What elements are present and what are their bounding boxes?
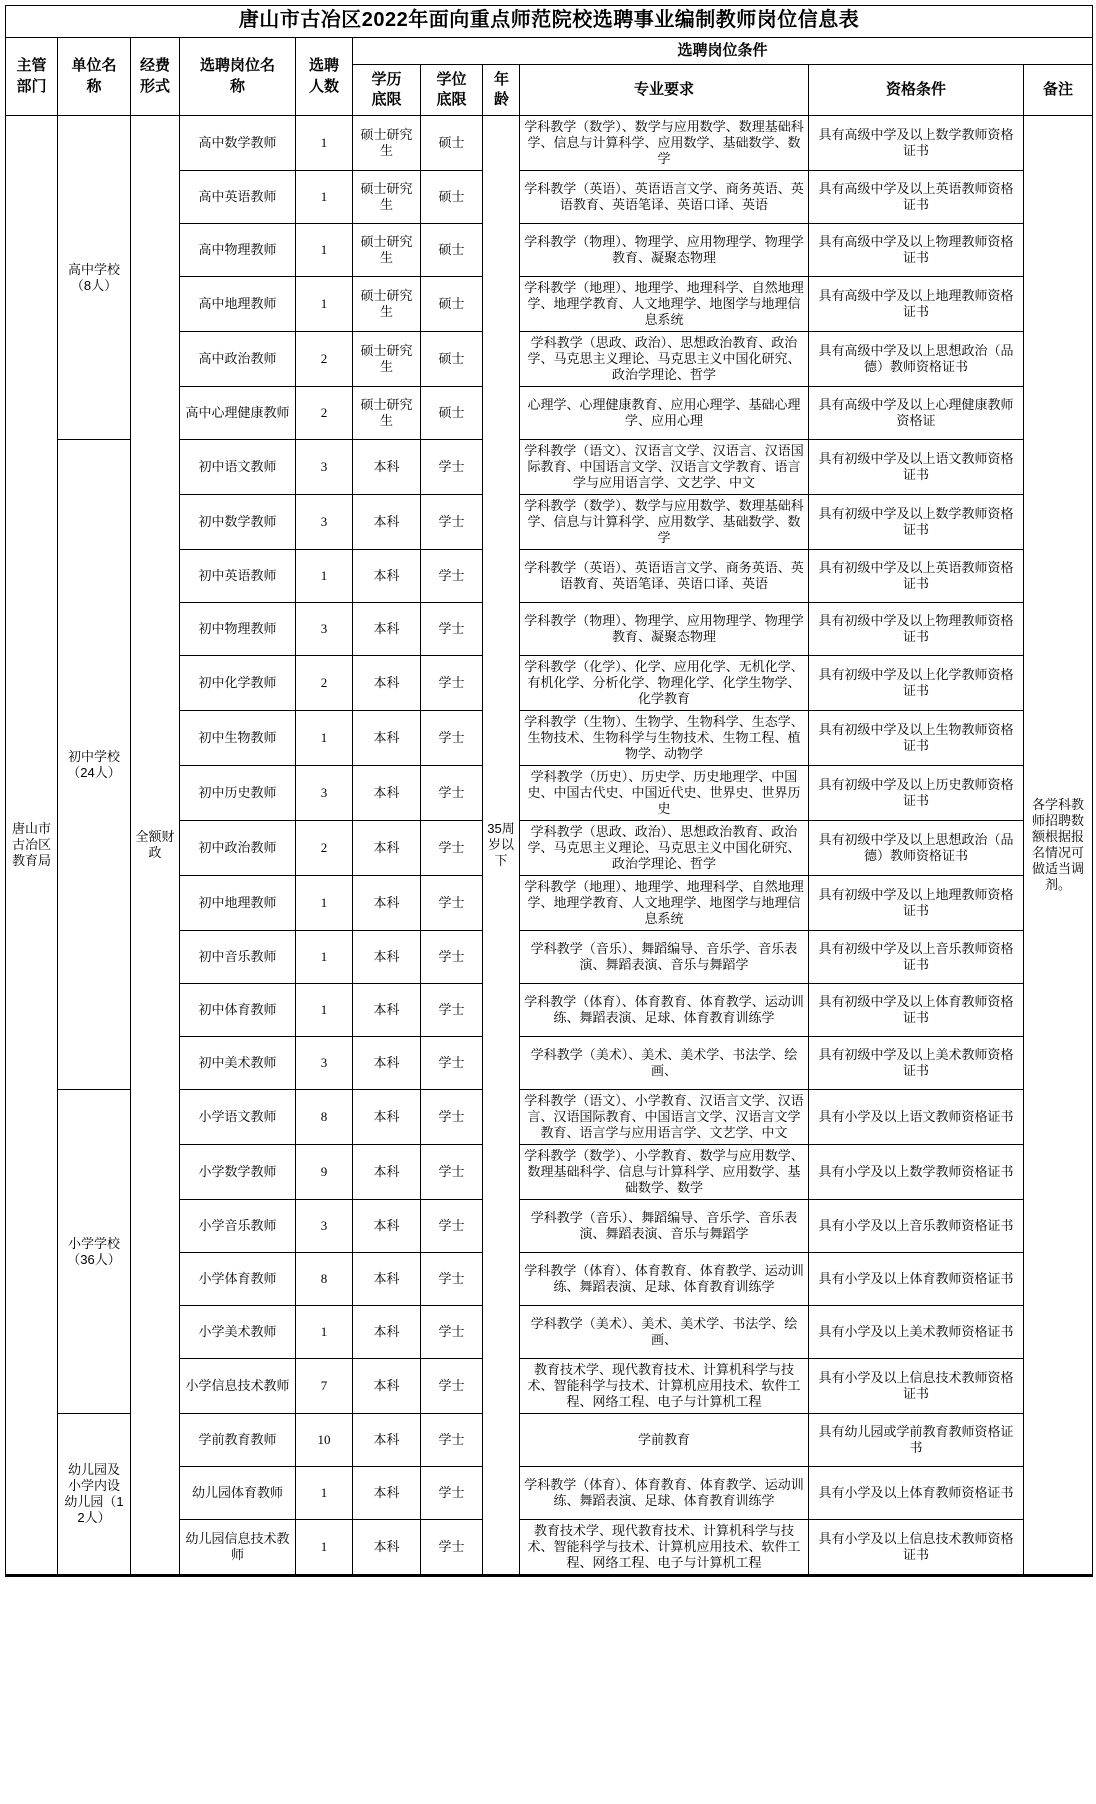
cell-degree: 学士 [421, 1520, 483, 1576]
cell-qualification: 具有高级中学及以上英语教师资格证书 [809, 171, 1024, 224]
cell-degree: 学士 [421, 984, 483, 1037]
cell-qualification: 具有小学及以上信息技术教师资格证书 [809, 1520, 1024, 1576]
cell-qualification: 具有高级中学及以上物理教师资格证书 [809, 224, 1024, 277]
cell-major: 学科教学（音乐）、舞蹈编导、音乐学、音乐表演、舞蹈表演、音乐与舞蹈学 [520, 1200, 809, 1253]
page-title: 唐山市古冶区2022年面向重点师范院校选聘事业编制教师岗位信息表 [6, 6, 1093, 38]
cell-major: 学科教学（美术）、美术、美术学、书法学、绘画、 [520, 1306, 809, 1359]
cell-education: 本科 [353, 766, 421, 821]
cell-qualification: 具有高级中学及以上心理健康教师资格证 [809, 387, 1024, 440]
cell-major: 学科教学（物理）、物理学、应用物理学、物理学教育、凝聚态物理 [520, 603, 809, 656]
cell-count: 1 [296, 277, 353, 332]
cell-count: 7 [296, 1359, 353, 1414]
table-row [6, 116, 1093, 171]
cell-education: 本科 [353, 711, 421, 766]
cell-degree: 学士 [421, 550, 483, 603]
cell-post-name: 学前教育教师 [180, 1414, 296, 1467]
cell-education: 本科 [353, 821, 421, 876]
header-education: 学历底限 [353, 65, 421, 116]
cell-major: 学科教学（思政、政治）、思想政治教育、政治学、马克思主义理论、马克思主义中国化研究、政治学理论、哲学 [520, 332, 809, 387]
cell-funding: 全额财政 [131, 116, 180, 1576]
cell-post-name: 小学美术教师 [180, 1306, 296, 1359]
cell-degree: 学士 [421, 1414, 483, 1467]
header-qualification: 资格条件 [809, 65, 1024, 116]
cell-education: 硕士研究生 [353, 116, 421, 171]
header-count: 选聘人数 [296, 38, 353, 116]
cell-age: 35周岁以下 [483, 116, 520, 1576]
cell-major: 学科教学（地理）、地理学、地理科学、自然地理学、地理学教育、人文地理学、地图学与地理信息系统 [520, 876, 809, 931]
cell-unit-name: 高中学校（8人） [58, 116, 131, 440]
cell-qualification: 具有初级中学及以上数学教师资格证书 [809, 495, 1024, 550]
cell-post-name: 高中政治教师 [180, 332, 296, 387]
cell-degree: 学士 [421, 656, 483, 711]
cell-count: 1 [296, 1520, 353, 1576]
cell-education: 本科 [353, 984, 421, 1037]
cell-major: 学科教学（体育）、体育教育、体育教学、运动训练、舞蹈表演、足球、体育教育训练学 [520, 1467, 809, 1520]
cell-education: 硕士研究生 [353, 224, 421, 277]
cell-post-name: 初中化学教师 [180, 656, 296, 711]
cell-qualification: 具有初级中学及以上英语教师资格证书 [809, 550, 1024, 603]
cell-degree: 学士 [421, 495, 483, 550]
cell-degree: 学士 [421, 1200, 483, 1253]
header-remark: 备注 [1024, 65, 1093, 116]
cell-qualification: 具有初级中学及以上思想政治（品德）教师资格证书 [809, 821, 1024, 876]
cell-major: 学科教学（数学）、数学与应用数学、数理基础科学、信息与计算科学、应用数学、基础数学、数学 [520, 495, 809, 550]
cell-major: 学科教学（美术）、美术、美术学、书法学、绘画、 [520, 1037, 809, 1090]
cell-major: 学科教学（化学）、化学、应用化学、无机化学、有机化学、分析化学、物理化学、化学生物学、化学教育 [520, 656, 809, 711]
cell-education: 本科 [353, 550, 421, 603]
cell-count: 1 [296, 711, 353, 766]
cell-count: 1 [296, 116, 353, 171]
cell-count: 1 [296, 876, 353, 931]
cell-qualification: 具有幼儿园或学前教育教师资格证书 [809, 1414, 1024, 1467]
cell-education: 硕士研究生 [353, 332, 421, 387]
cell-qualification: 具有初级中学及以上体育教师资格证书 [809, 984, 1024, 1037]
cell-qualification: 具有高级中学及以上思想政治（品德）教师资格证书 [809, 332, 1024, 387]
cell-count: 8 [296, 1090, 353, 1145]
cell-major: 心理学、心理健康教育、应用心理学、基础心理学、应用心理 [520, 387, 809, 440]
cell-education: 硕士研究生 [353, 171, 421, 224]
cell-post-name: 高中心理健康教师 [180, 387, 296, 440]
cell-major: 学科教学（数学）、数学与应用数学、数理基础科学、信息与计算科学、应用数学、基础数学、数学 [520, 116, 809, 171]
cell-degree: 学士 [421, 1306, 483, 1359]
cell-unit-name: 小学学校（36人） [58, 1090, 131, 1414]
cell-qualification: 具有初级中学及以上生物教师资格证书 [809, 711, 1024, 766]
cell-degree: 学士 [421, 603, 483, 656]
cell-degree: 硕士 [421, 277, 483, 332]
cell-qualification: 具有高级中学及以上地理教师资格证书 [809, 277, 1024, 332]
header-funding: 经费形式 [131, 38, 180, 116]
cell-education: 本科 [353, 1037, 421, 1090]
cell-post-name: 初中英语教师 [180, 550, 296, 603]
cell-major: 学科教学（体育）、体育教育、体育教学、运动训练、舞蹈表演、足球、体育教育训练学 [520, 1253, 809, 1306]
cell-count: 9 [296, 1145, 353, 1200]
cell-qualification: 具有高级中学及以上数学教师资格证书 [809, 116, 1024, 171]
cell-qualification: 具有小学及以上音乐教师资格证书 [809, 1200, 1024, 1253]
cell-degree: 学士 [421, 821, 483, 876]
cell-education: 本科 [353, 1467, 421, 1520]
cell-qualification: 具有小学及以上体育教师资格证书 [809, 1467, 1024, 1520]
cell-qualification: 具有初级中学及以上物理教师资格证书 [809, 603, 1024, 656]
cell-degree: 学士 [421, 440, 483, 495]
cell-count: 3 [296, 1037, 353, 1090]
cell-post-name: 初中体育教师 [180, 984, 296, 1037]
header-supervisor: 主管部门 [6, 38, 58, 116]
cell-count: 1 [296, 1467, 353, 1520]
cell-count: 3 [296, 495, 353, 550]
cell-count: 1 [296, 171, 353, 224]
cell-degree: 学士 [421, 931, 483, 984]
cell-post-name: 小学数学教师 [180, 1145, 296, 1200]
header-degree: 学位底限 [421, 65, 483, 116]
cell-education: 本科 [353, 1253, 421, 1306]
header-conditions: 选聘岗位条件 [353, 38, 1093, 65]
cell-count: 1 [296, 1306, 353, 1359]
cell-count: 2 [296, 821, 353, 876]
cell-remark: 各学科教师招聘数额根据报名情况可做适当调剂。 [1024, 116, 1093, 1576]
header-age: 年龄 [483, 65, 520, 116]
header-major: 专业要求 [520, 65, 809, 116]
cell-post-name: 高中物理教师 [180, 224, 296, 277]
cell-degree: 学士 [421, 766, 483, 821]
cell-post-name: 幼儿园信息技术教师 [180, 1520, 296, 1576]
cell-degree: 学士 [421, 1253, 483, 1306]
cell-degree: 学士 [421, 1359, 483, 1414]
cell-post-name: 高中英语教师 [180, 171, 296, 224]
cell-degree: 学士 [421, 711, 483, 766]
cell-post-name: 小学语文教师 [180, 1090, 296, 1145]
cell-qualification: 具有小学及以上语文教师资格证书 [809, 1090, 1024, 1145]
cell-qualification: 具有初级中学及以上音乐教师资格证书 [809, 931, 1024, 984]
cell-major: 学科教学（数学）、小学教育、数学与应用数学、数理基础科学、信息与计算科学、应用数学、基础数学、数学 [520, 1145, 809, 1200]
cell-post-name: 初中物理教师 [180, 603, 296, 656]
cell-count: 3 [296, 440, 353, 495]
cell-education: 本科 [353, 440, 421, 495]
cell-post-name: 初中生物教师 [180, 711, 296, 766]
cell-post-name: 小学信息技术教师 [180, 1359, 296, 1414]
cell-count: 2 [296, 387, 353, 440]
cell-count: 2 [296, 332, 353, 387]
cell-education: 本科 [353, 1414, 421, 1467]
cell-education: 本科 [353, 1306, 421, 1359]
cell-qualification: 具有小学及以上数学教师资格证书 [809, 1145, 1024, 1200]
cell-post-name: 初中语文教师 [180, 440, 296, 495]
cell-qualification: 具有初级中学及以上化学教师资格证书 [809, 656, 1024, 711]
cell-education: 本科 [353, 931, 421, 984]
cell-major: 教育技术学、现代教育技术、计算机科学与技术、智能科学与技术、计算机应用技术、软件工程、网络工程、电子与计算机工程 [520, 1359, 809, 1414]
cell-major: 学科教学（语文）、汉语言文学、汉语言、汉语国际教育、中国语言文学、汉语言文学教育、语言学与应用语言学、文艺学、中文 [520, 440, 809, 495]
cell-qualification: 具有小学及以上体育教师资格证书 [809, 1253, 1024, 1306]
cell-education: 本科 [353, 876, 421, 931]
cell-education: 本科 [353, 1200, 421, 1253]
cell-major: 学前教育 [520, 1414, 809, 1467]
cell-qualification: 具有初级中学及以上美术教师资格证书 [809, 1037, 1024, 1090]
cell-degree: 学士 [421, 1467, 483, 1520]
cell-qualification: 具有初级中学及以上地理教师资格证书 [809, 876, 1024, 931]
cell-post-name: 幼儿园体育教师 [180, 1467, 296, 1520]
cell-unit-name: 初中学校（24人） [58, 440, 131, 1090]
cell-major: 学科教学（语文）、小学教育、汉语言文学、汉语言、汉语国际教育、中国语言文学、汉语言文学教育、语言学与应用语言学、文艺学、中文 [520, 1090, 809, 1145]
cell-degree: 学士 [421, 876, 483, 931]
cell-education: 本科 [353, 1145, 421, 1200]
cell-qualification: 具有小学及以上美术教师资格证书 [809, 1306, 1024, 1359]
cell-count: 10 [296, 1414, 353, 1467]
cell-qualification: 具有小学及以上信息技术教师资格证书 [809, 1359, 1024, 1414]
cell-post-name: 高中数学教师 [180, 116, 296, 171]
cell-education: 本科 [353, 1090, 421, 1145]
cell-count: 3 [296, 766, 353, 821]
cell-supervisor: 唐山市古冶区教育局 [6, 116, 58, 1576]
cell-major: 学科教学（体育）、体育教育、体育教学、运动训练、舞蹈表演、足球、体育教育训练学 [520, 984, 809, 1037]
cell-major: 学科教学（音乐）、舞蹈编导、音乐学、音乐表演、舞蹈表演、音乐与舞蹈学 [520, 931, 809, 984]
cell-count: 1 [296, 984, 353, 1037]
cell-education: 硕士研究生 [353, 387, 421, 440]
cell-degree: 硕士 [421, 116, 483, 171]
recruitment-table [5, 5, 1093, 1577]
cell-major: 学科教学（英语）、英语语言文学、商务英语、英语教育、英语笔译、英语口译、英语 [520, 171, 809, 224]
cell-count: 2 [296, 656, 353, 711]
cell-education: 本科 [353, 495, 421, 550]
cell-post-name: 初中美术教师 [180, 1037, 296, 1090]
cell-major: 学科教学（英语）、英语语言文学、商务英语、英语教育、英语笔译、英语口译、英语 [520, 550, 809, 603]
cell-degree: 硕士 [421, 224, 483, 277]
cell-major: 学科教学（历史）、历史学、历史地理学、中国史、中国古代史、中国近代史、世界史、世界历史 [520, 766, 809, 821]
cell-unit-name: 幼儿园及小学内设幼儿园（12人） [58, 1414, 131, 1576]
cell-major: 学科教学（物理）、物理学、应用物理学、物理学教育、凝聚态物理 [520, 224, 809, 277]
cell-count: 1 [296, 224, 353, 277]
cell-degree: 学士 [421, 1037, 483, 1090]
cell-post-name: 初中音乐教师 [180, 931, 296, 984]
cell-count: 1 [296, 931, 353, 984]
cell-post-name: 初中历史教师 [180, 766, 296, 821]
cell-major: 学科教学（生物）、生物学、生物科学、生态学、生物技术、生物科学与生物技术、生物工程、植物学、动物学 [520, 711, 809, 766]
cell-post-name: 初中政治教师 [180, 821, 296, 876]
header-row-1 [6, 38, 1093, 65]
cell-count: 3 [296, 603, 353, 656]
cell-education: 硕士研究生 [353, 277, 421, 332]
cell-major: 学科教学（地理）、地理学、地理科学、自然地理学、地理学教育、人文地理学、地图学与地理信息系统 [520, 277, 809, 332]
cell-degree: 硕士 [421, 171, 483, 224]
cell-degree: 学士 [421, 1090, 483, 1145]
cell-count: 1 [296, 550, 353, 603]
cell-major: 教育技术学、现代教育技术、计算机科学与技术、智能科学与技术、计算机应用技术、软件工程、网络工程、电子与计算机工程 [520, 1520, 809, 1576]
cell-education: 本科 [353, 656, 421, 711]
cell-post-name: 初中地理教师 [180, 876, 296, 931]
header-unit: 单位名称 [58, 38, 131, 116]
cell-post-name: 初中数学教师 [180, 495, 296, 550]
cell-degree: 学士 [421, 1145, 483, 1200]
cell-qualification: 具有初级中学及以上历史教师资格证书 [809, 766, 1024, 821]
cell-education: 本科 [353, 1520, 421, 1576]
cell-degree: 硕士 [421, 387, 483, 440]
cell-post-name: 小学音乐教师 [180, 1200, 296, 1253]
cell-count: 8 [296, 1253, 353, 1306]
header-post: 选聘岗位名称 [180, 38, 296, 116]
cell-education: 本科 [353, 1359, 421, 1414]
cell-post-name: 高中地理教师 [180, 277, 296, 332]
cell-degree: 硕士 [421, 332, 483, 387]
cell-education: 本科 [353, 603, 421, 656]
cell-count: 3 [296, 1200, 353, 1253]
cell-major: 学科教学（思政、政治）、思想政治教育、政治学、马克思主义理论、马克思主义中国化研究、政治学理论、哲学 [520, 821, 809, 876]
title-row [6, 6, 1093, 38]
cell-post-name: 小学体育教师 [180, 1253, 296, 1306]
cell-qualification: 具有初级中学及以上语文教师资格证书 [809, 440, 1024, 495]
